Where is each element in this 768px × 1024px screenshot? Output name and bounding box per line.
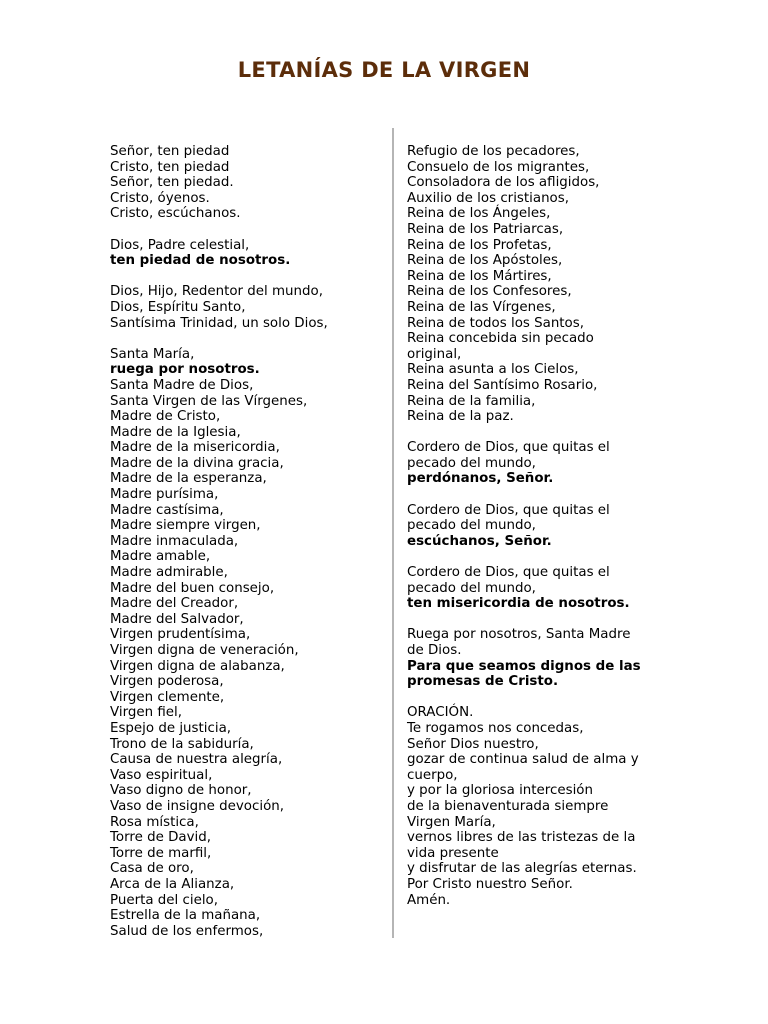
litany-line: Refugio de los pecadores, [407,144,580,159]
response-line: ruega por nosotros. [110,362,260,378]
litany-line: Cordero de Dios, que quitas el [407,565,610,581]
litany-line: Cristo, ten piedad [110,159,230,175]
litany-line: pecado del mundo, [407,580,536,596]
litany-line: Te rogamos nos concedas, [407,720,584,736]
litany-line: Reina de la familia, [407,393,536,409]
litany-line: Señor, ten piedad [110,144,230,159]
litany-line: Reina de la paz. [407,409,514,425]
blank-line [407,612,665,628]
litany-line: Torre de David, [110,830,211,846]
blank-line [407,487,665,503]
litany-line: cuerpo, [407,767,458,783]
litany-line: Vaso espiritual, [110,767,213,783]
litany-line: Virgen María, [407,814,496,830]
litany-line: y por la gloriosa intercesión [407,783,593,799]
litany-line: original, [407,346,462,362]
litany-line: Reina de las Vírgenes, [407,299,556,315]
litany-line: Reina de todos los Santos, [407,315,584,331]
litany-line: Vaso digno de honor, [110,783,252,799]
litany-line: Madre del Creador, [110,596,239,612]
litany-line: Salud de los enfermos, [110,923,264,939]
litany-line: Reina concebida sin pecado [407,331,594,347]
litany-line: Por Cristo nuestro Señor. [407,876,573,892]
litany-line: Cristo, óyenos. [110,190,210,206]
litany-line: Madre castísima, [110,502,224,518]
response-line: ten misericordia de nosotros. [407,596,630,612]
response-line: promesas de Cristo. [407,674,559,690]
litany-line: Madre admirable, [110,565,228,581]
litany-line: Arca de la Alianza, [110,876,235,892]
litany-line: Cristo, escúchanos. [110,206,241,222]
blank-line [407,690,665,706]
litany-line: Cordero de Dios, que quitas el [407,502,610,518]
litany-line: Reina de los Profetas, [407,237,552,253]
litany-line: Torre de marfil, [110,845,212,861]
litany-line: Madre de la misericordia, [110,440,280,456]
blank-line [110,222,380,238]
litany-line: Madre purísima, [110,487,219,503]
litany-line: Santísima Trinidad, un solo Dios, [110,315,328,331]
litany-line: Reina de los Confesores, [407,284,572,300]
litany-line: Espejo de justicia, [110,720,232,736]
litany-line: y disfrutar de las alegrías eternas. [407,861,637,877]
litany-line: Dios, Padre celestial, [110,237,250,253]
response-line: escúchanos, Señor. [407,533,552,549]
litany-line: vida presente [407,845,499,861]
litany-line: Causa de nuestra alegría, [110,752,283,768]
blank-line [110,269,380,285]
left-column [110,144,380,939]
litany-line: de la bienaventurada siempre [407,798,609,814]
right-column [407,144,665,908]
page-title: LETANÍAS DE LA VIRGEN [237,58,531,82]
litany-line: Virgen prudentísima, [110,627,251,643]
litany-line: Virgen clemente, [110,689,225,705]
response-line: Para que seamos dignos de las [407,658,641,674]
column-divider [392,128,394,938]
litany-line: Reina de los Ángeles, [407,206,551,222]
litany-line: Reina de los Patriarcas, [407,221,564,237]
litany-line: de Dios. [407,643,462,658]
litany-line: Madre de la esperanza, [110,471,267,487]
litany-line: Rosa mística, [110,814,199,830]
litany-line: Estrella de la mañana, [110,908,261,924]
litany-line: Amén. [407,892,451,908]
litany-line: Casa de oro, [110,861,194,877]
litany-line: pecado del mundo, [407,455,536,471]
litany-line: Madre del buen consejo, [110,580,275,596]
litany-line: Consoladora de los afligidos, [407,175,600,191]
litany-line: Consuelo de los migrantes, [407,159,590,175]
litany-line: Trono de la sabiduría, [110,736,254,752]
litany-line: Auxilio de los cristianos, [407,190,569,206]
litany-line: Señor, ten piedad. [110,175,234,191]
response-line: perdónanos, Señor. [407,471,554,487]
litany-line: Vaso de insigne devoción, [110,798,285,814]
litany-line: Virgen fiel, [110,705,182,721]
litany-line: Señor Dios nuestro, [407,736,539,752]
litany-line: Madre amable, [110,549,211,565]
litany-line: Madre de la Iglesia, [110,424,241,440]
blank-line [407,425,665,441]
litany-line: pecado del mundo, [407,518,536,534]
litany-line: Dios, Hijo, Redentor del mundo, [110,284,323,300]
litany-line: Cordero de Dios, que quitas el [407,440,610,456]
litany-line: Reina del Santísimo Rosario, [407,377,598,393]
litany-line: Madre siempre virgen, [110,518,261,534]
litany-line: Madre de la divina gracia, [110,455,284,471]
litany-line: Santa Virgen de las Vírgenes, [110,393,308,409]
blank-line [110,331,380,347]
blank-line [407,549,665,565]
litany-line: gozar de continua salud de alma y [407,752,639,768]
response-line: ten piedad de nosotros. [110,253,291,269]
litany-line: Madre de Cristo, [110,409,221,425]
litany-line: Reina de los Mártires, [407,268,552,284]
litany-line: Dios, Espíritu Santo, [110,299,246,315]
litany-line: ORACIÓN. [407,705,474,721]
litany-line: Puerta del cielo, [110,892,218,908]
litany-line: Virgen poderosa, [110,674,224,690]
litany-line: vernos libres de las tristezas de la [407,830,636,846]
litany-line: Virgen digna de alabanza, [110,658,285,674]
litany-line: Reina asunta a los Cielos, [407,362,579,378]
litany-line: Madre inmaculada, [110,533,239,549]
litany-line: Virgen digna de veneración, [110,643,299,658]
litany-line: Santa Madre de Dios, [110,377,254,393]
litany-line: Reina de los Apóstoles, [407,253,563,269]
litany-line: Madre del Salvador, [110,611,244,627]
litany-line: Santa María, [110,346,195,362]
litany-line: Ruega por nosotros, Santa Madre [407,627,631,643]
